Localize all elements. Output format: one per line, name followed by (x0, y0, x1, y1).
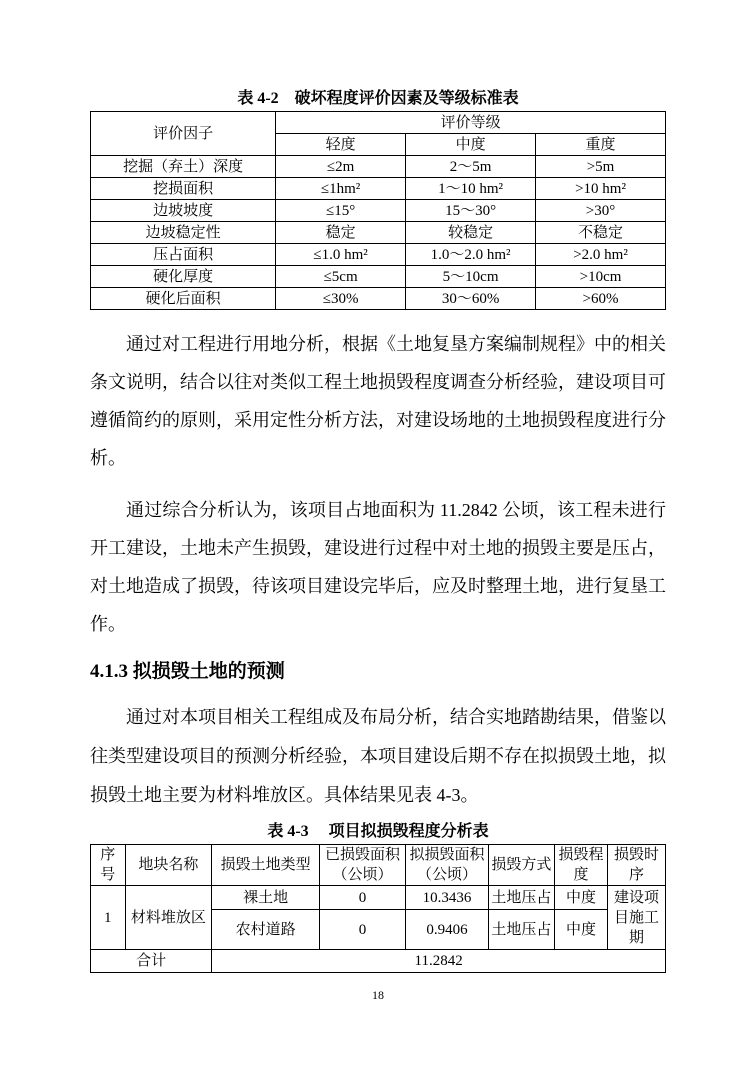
t42-heavy-cell: >5m (536, 156, 666, 178)
t42-medium-cell: 2～5m (406, 156, 536, 178)
t42-medium-cell: 1.0～2.0 hm² (406, 244, 536, 266)
t42-light-cell: 稳定 (276, 222, 406, 244)
t42-factor-cell: 边坡稳定性 (91, 222, 276, 244)
table-row (91, 156, 666, 178)
t43-damaged-cell: 0 (319, 910, 405, 950)
t42-light-cell: ≤30% (276, 288, 406, 310)
t42-heavy-cell: >10cm (536, 266, 666, 288)
t42-light-cell: ≤1hm² (276, 178, 406, 200)
t42-heavy-cell: >60% (536, 288, 666, 310)
table-row (91, 886, 666, 910)
t43-header-degree: 损毁程度 (555, 845, 608, 886)
t43-degree-cell: 中度 (555, 910, 608, 950)
t43-header-mode: 损毁方式 (488, 845, 554, 886)
t43-damaged-cell: 0 (319, 886, 405, 910)
t43-total-label: 合计 (91, 950, 212, 973)
t43-header-timing: 损毁时序 (607, 845, 665, 886)
t42-heavy-cell: >2.0 hm² (536, 244, 666, 266)
t42-medium-cell: 5～10cm (406, 266, 536, 288)
table-4-3-caption: 表 4-3 项目拟损毁程度分析表 (267, 823, 489, 840)
table-row (91, 244, 666, 266)
t42-factor-cell: 硬化后面积 (91, 288, 276, 310)
t42-factor-cell: 硬化厚度 (91, 266, 276, 288)
paragraph-damage-prediction: 通过对本项目相关工程组成及布局分析，结合实地踏勘结果，借鉴以往类型建设项目的预测分析经验，本项目建设后期不存在拟损毁土地，拟损毁土地主要为材料堆放区。具体结果见表 4-3。 (90, 707, 666, 805)
table-row (91, 288, 666, 310)
t42-light-cell: ≤2m (276, 156, 406, 178)
t43-block-cell: 材料堆放区 (125, 886, 212, 950)
t43-header-damaged-area: 已损毁面积（公顷） (319, 845, 405, 886)
table-row (91, 178, 666, 200)
t43-planned-cell: 0.9406 (406, 910, 489, 950)
t43-seq-cell: 1 (91, 886, 126, 950)
t42-header-level-medium: 中度 (406, 134, 536, 156)
table-4-2-caption: 表 4-2 破坏程度评价因素及等级标准表 (237, 90, 519, 107)
t43-header-planned-area: 拟损毁面积（公顷） (406, 845, 489, 886)
table-row (91, 112, 666, 134)
t42-medium-cell: 1～10 hm² (406, 178, 536, 200)
paragraph-comprehensive-analysis: 通过综合分析认为，该项目占地面积为 11.2842 公顷，该工程未进行开工建设，土地未产生损毁，建设进行过程中对土地的损毁主要是压占，对土地造成了损毁，待该项目建设完毕后，应及时整理土地，进行复垦工作。 (90, 500, 666, 634)
t43-timing-cell: 建设项目施工期 (607, 886, 665, 950)
t42-header-level-light: 轻度 (276, 134, 406, 156)
t43-type-cell: 农村道路 (212, 910, 320, 950)
t42-light-cell: ≤1.0 hm² (276, 244, 406, 266)
page-number: 18 (372, 988, 384, 1002)
t42-light-cell: ≤5cm (276, 266, 406, 288)
t43-degree-cell: 中度 (555, 886, 608, 910)
t42-factor-cell: 边坡坡度 (91, 200, 276, 222)
t42-heavy-cell: >30° (536, 200, 666, 222)
paragraph-land-use-analysis: 通过对工程进行用地分析，根据《土地复垦方案编制规程》中的相关条文说明，结合以往对类似工程土地损毁程度调查分析经验，建设项目可遵循简约的原则，采用定性分析方法，对建设场地的土地损毁程度进行分析。 (90, 334, 666, 468)
t42-factor-cell: 挖损面积 (91, 178, 276, 200)
t42-medium-cell: 15～30° (406, 200, 536, 222)
t42-factor-cell: 挖掘（弃土）深度 (91, 156, 276, 178)
t43-planned-cell: 10.3436 (406, 886, 489, 910)
table-total-row (91, 950, 666, 973)
table-header-row (91, 845, 666, 886)
t43-header-seq: 序号 (91, 845, 126, 886)
t42-header-level-heavy: 重度 (536, 134, 666, 156)
t42-light-cell: ≤15° (276, 200, 406, 222)
t43-total-value: 11.2842 (212, 950, 666, 973)
t42-heavy-cell: 不稳定 (536, 222, 666, 244)
t42-header-grade: 评价等级 (276, 112, 666, 134)
table-row (91, 200, 666, 222)
t42-header-factor: 评价因子 (91, 112, 276, 156)
t43-header-block: 地块名称 (125, 845, 212, 886)
table-4-2 (90, 111, 666, 310)
t42-medium-cell: 较稳定 (406, 222, 536, 244)
t43-type-cell: 裸土地 (212, 886, 320, 910)
t42-factor-cell: 压占面积 (91, 244, 276, 266)
t42-heavy-cell: >10 hm² (536, 178, 666, 200)
t43-mode-cell: 土地压占 (488, 910, 554, 950)
table-row (91, 266, 666, 288)
section-heading-4-1-3: 4.1.3 拟损毁土地的预测 (90, 661, 285, 682)
t42-medium-cell: 30～60% (406, 288, 536, 310)
table-4-3 (90, 844, 666, 973)
t43-header-type: 损毁土地类型 (212, 845, 320, 886)
table-row (91, 222, 666, 244)
t43-mode-cell: 土地压占 (488, 886, 554, 910)
